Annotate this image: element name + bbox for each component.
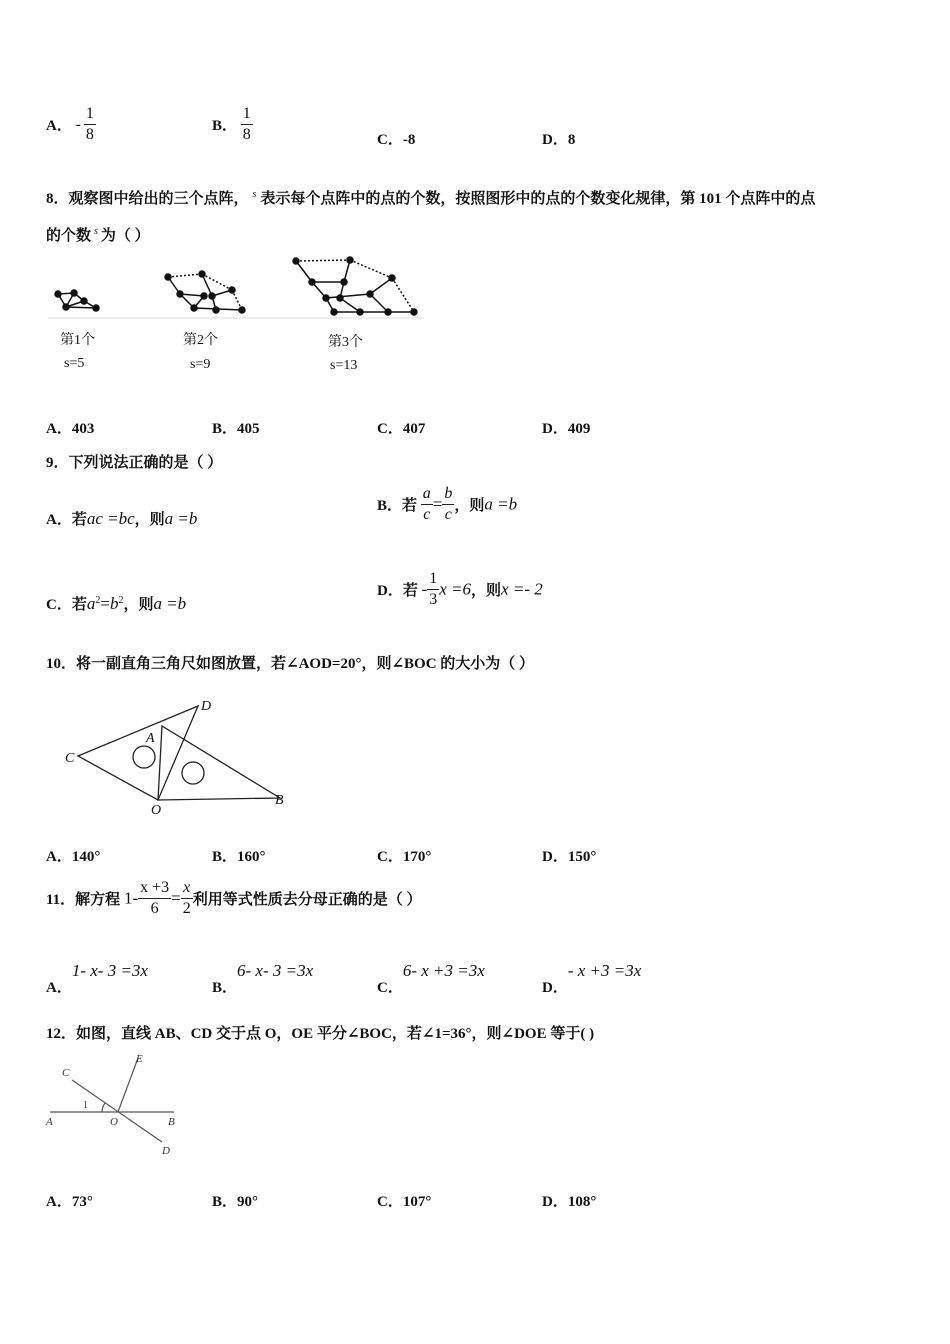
option-value: 8 <box>567 132 576 148</box>
option-label: B． <box>212 849 238 865</box>
option-label: A． <box>46 1194 72 1210</box>
option-value: 407 <box>402 421 426 437</box>
minus-sign: - <box>421 579 428 599</box>
math-base: a <box>86 594 96 613</box>
q7-option-a[interactable] <box>46 104 96 145</box>
option-label: D．若 <box>377 583 418 599</box>
point-label-c: C <box>65 751 75 766</box>
dot-lattice-figure <box>44 252 424 332</box>
math-conclusion: a =b <box>164 509 198 528</box>
connector-text: ，则 <box>123 597 154 613</box>
stem-text: 为（ ） <box>100 228 150 244</box>
minus-sign: - <box>75 115 81 133</box>
point-label-b: B <box>275 793 284 808</box>
lattice-2 <box>165 271 245 313</box>
q10-option-a[interactable] <box>46 845 100 866</box>
intersecting-lines-figure <box>44 1050 184 1160</box>
option-label: C． <box>377 849 403 865</box>
option-label: B．若 <box>377 498 418 514</box>
option-label: D． <box>542 980 568 996</box>
math-conclusion: x =- 2 <box>501 579 543 599</box>
point-label-e: E <box>136 1053 143 1065</box>
option-value: 90° <box>237 1194 259 1210</box>
figure-1-count: s=5 <box>64 356 85 371</box>
option-label: B． <box>212 118 238 134</box>
option-label: C． <box>377 132 403 148</box>
option-value: 73° <box>71 1194 93 1210</box>
q9-stem: 9．下列说法正确的是（ ） <box>46 455 223 471</box>
option-label: D． <box>542 132 568 148</box>
numerator: b <box>444 485 453 502</box>
triangle-rulers-figure <box>62 692 298 820</box>
stem-text: 利用等式性质去分母正确的是（ ） <box>192 892 422 908</box>
q8-option-b[interactable] <box>212 417 260 438</box>
point-label-c: C <box>62 1067 70 1079</box>
option-value: 150° <box>567 849 597 865</box>
option-value: 403 <box>71 421 95 437</box>
option-label: C．若 <box>46 597 87 613</box>
numerator: 1 <box>242 105 251 122</box>
stem-text: 8．观察图中给出的三个点阵， <box>46 191 249 207</box>
denominator: 2 <box>182 900 191 917</box>
q12-stem: 12．如图，直线 AB、CD 交于点 O，OE 平分∠BOC，若∠1=36°，则∠DOE 等于( ) <box>46 1026 595 1042</box>
figure-3-count: s=13 <box>330 358 358 373</box>
q10-stem: 10．将一副直角三角尺如图放置，若∠AOD=20°，则∠BOC 的大小为（ ） <box>46 656 535 672</box>
figure-3-caption: 第3个 <box>328 335 363 350</box>
denominator: c <box>421 504 433 525</box>
numerator: 1 <box>429 570 438 587</box>
q12-option-c[interactable] <box>377 1190 431 1211</box>
option-value: 107° <box>402 1194 432 1210</box>
q12-option-b[interactable] <box>212 1190 258 1211</box>
option-expression: 6- x +3 =3x <box>402 961 485 980</box>
q11-option-c[interactable] <box>377 960 485 996</box>
lattice-3 <box>293 257 417 315</box>
q9-option-c[interactable] <box>46 593 186 614</box>
denominator: 6 <box>138 898 171 919</box>
option-label: C． <box>377 980 403 996</box>
option-label: B． <box>212 1194 238 1210</box>
q11-stem <box>46 878 422 919</box>
option-label: C． <box>377 1194 403 1210</box>
option-value: 140° <box>71 849 101 865</box>
math-conclusion: a =b <box>484 494 518 514</box>
option-value: 409 <box>567 421 591 437</box>
denominator: 8 <box>85 126 94 143</box>
q8-option-c[interactable] <box>377 417 425 438</box>
equals-sign: = <box>171 888 181 908</box>
option-label: D． <box>542 849 568 865</box>
q12-option-a[interactable] <box>46 1190 93 1211</box>
connector-text: ，则 <box>134 512 165 528</box>
figure-2-count: s=9 <box>190 357 211 372</box>
point-label-a: A <box>146 731 155 746</box>
numerator: x +3 <box>140 879 170 896</box>
point-label-d: D <box>201 699 212 714</box>
fraction <box>181 878 193 919</box>
option-expression: 1- x- 3 =3x <box>71 961 148 980</box>
variable-s: s <box>252 189 257 200</box>
lattice-1 <box>55 290 99 311</box>
option-value: 108° <box>567 1194 597 1210</box>
option-label: A． <box>46 118 72 134</box>
option-label: B． <box>212 980 238 996</box>
stem-text: 表示每个点阵中的点的个数，按照图形中的点的个数变化规律，第 101 个点阵中的点 <box>260 191 816 207</box>
q7-option-c[interactable] <box>377 128 415 149</box>
denominator: c <box>442 504 454 525</box>
figure-2-caption: 第2个 <box>183 333 218 348</box>
point-label-o: O <box>110 1116 118 1128</box>
angle-label-1: 1 <box>83 1100 88 1111</box>
math-conclusion: a =b <box>153 594 187 613</box>
option-label: C． <box>377 421 403 437</box>
fraction <box>421 484 433 525</box>
q11-option-b[interactable] <box>212 960 314 996</box>
option-value: 170° <box>402 849 432 865</box>
option-value: -8 <box>402 132 416 148</box>
stem-text: 11．解方程 <box>46 892 121 908</box>
fraction <box>241 104 253 145</box>
fraction <box>76 104 96 145</box>
q9-option-b[interactable] <box>377 484 517 525</box>
connector-text: ，则 <box>454 498 485 514</box>
math-expression: x =6 <box>439 579 472 599</box>
numerator: a <box>422 485 431 502</box>
option-label: A．若 <box>46 512 87 528</box>
q10-option-b[interactable] <box>212 845 266 866</box>
fraction <box>138 878 171 919</box>
equals-sign: = <box>100 594 110 613</box>
option-value: 405 <box>237 421 260 437</box>
math-exponent: 2 <box>118 595 124 606</box>
q10-option-d[interactable] <box>542 845 596 866</box>
math-term: 1- <box>123 888 139 908</box>
q7-option-d[interactable] <box>542 128 575 149</box>
denominator: 3 <box>429 591 438 608</box>
q8-option-d[interactable] <box>542 417 590 438</box>
equals-sign: = <box>432 494 443 514</box>
option-label: A． <box>46 980 72 996</box>
stem-text: 的个数 <box>46 228 92 244</box>
q11-option-a[interactable] <box>46 960 148 996</box>
variable-s: s <box>94 226 98 237</box>
option-value: 160° <box>237 849 266 865</box>
q8-stem-line2 <box>46 224 150 245</box>
figure-1-caption: 第1个 <box>60 333 95 348</box>
point-label-a: A <box>46 1116 53 1128</box>
q10-option-c[interactable] <box>377 845 431 866</box>
numerator: x <box>183 879 191 896</box>
math-condition: ac =bc <box>86 509 135 528</box>
q12-option-d[interactable] <box>542 1190 596 1211</box>
fraction <box>427 569 439 610</box>
fraction <box>442 484 454 525</box>
q9-option-d[interactable] <box>377 569 543 610</box>
option-label: D． <box>542 421 568 437</box>
option-label: D． <box>542 1194 568 1210</box>
option-expression: - x +3 =3x <box>567 961 642 980</box>
connector-text: ，则 <box>471 583 502 599</box>
point-label-d: D <box>162 1145 170 1157</box>
q8-stem-line1 <box>46 187 815 208</box>
denominator: 8 <box>242 126 251 143</box>
option-label: A． <box>46 849 72 865</box>
option-expression: 6- x- 3 =3x <box>237 961 314 980</box>
point-label-b: B <box>168 1116 175 1128</box>
math-base: b <box>109 594 119 613</box>
point-label-o: O <box>151 803 162 818</box>
q9-option-a[interactable] <box>46 508 197 529</box>
q11-option-d[interactable] <box>542 960 642 996</box>
option-label: B． <box>212 421 238 437</box>
q7-option-b[interactable] <box>212 104 253 145</box>
numerator: 1 <box>85 105 94 122</box>
q8-option-a[interactable] <box>46 417 94 438</box>
option-label: A． <box>46 421 72 437</box>
math-exponent: 2 <box>95 595 101 606</box>
